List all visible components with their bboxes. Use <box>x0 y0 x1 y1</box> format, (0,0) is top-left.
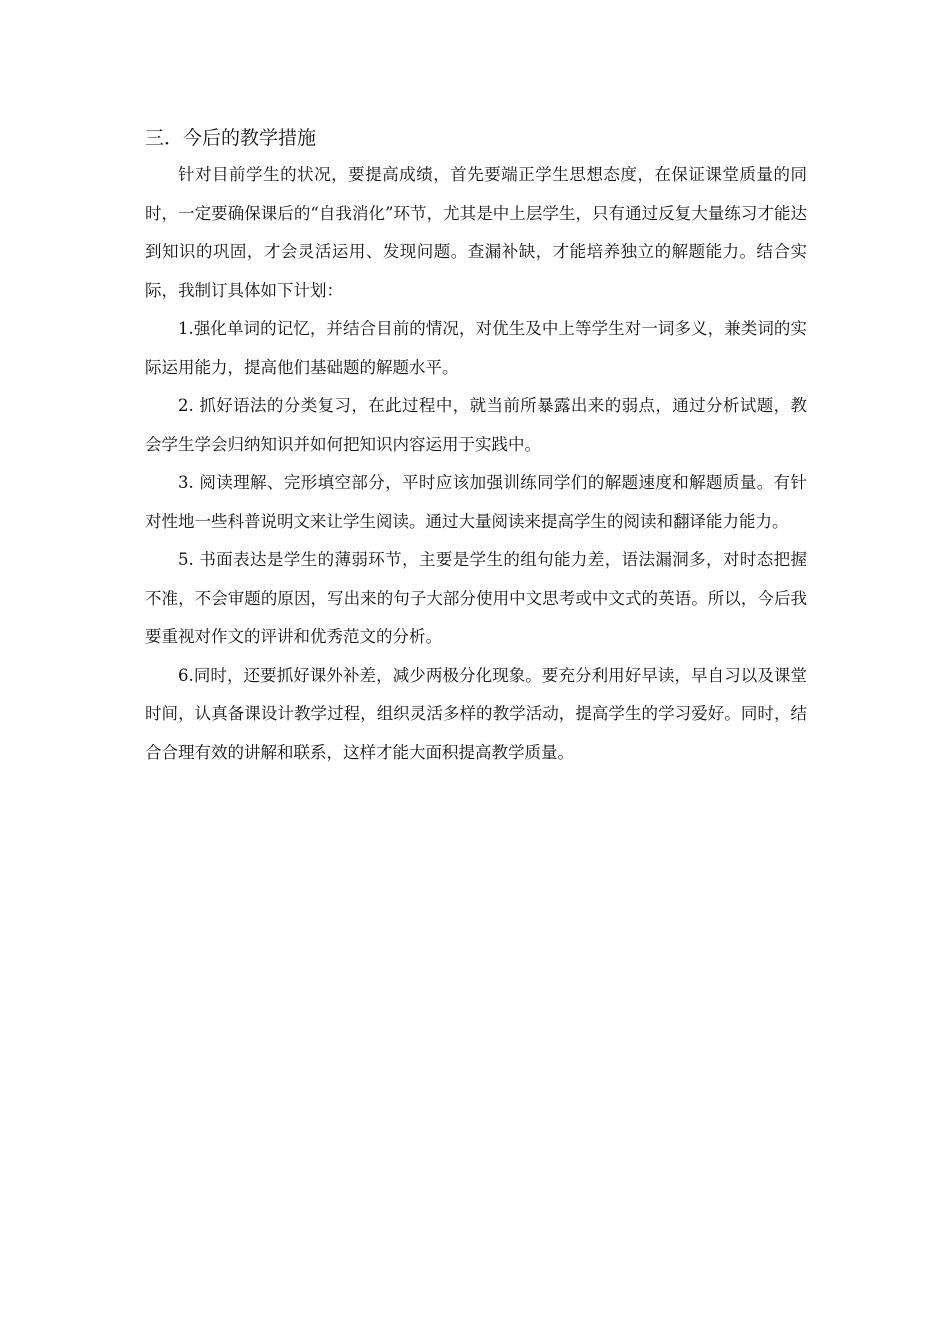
plan-item-3: 3. 阅读理解、完形填空部分，平时应该加强训练同学们的解题速度和解题质量。有针对性地一些科普说明文来让学生阅读。通过大量阅读来提高学生的阅读和翻译能力能力。 <box>145 473 807 531</box>
document-body <box>145 120 807 772</box>
intro-paragraph: 针对目前学生的状况，要提高成绩，首先要端正学生思想态度，在保证课堂质量的同时，一定要确保课后的“自我消化”环节，尤其是中上层学生，只有通过反复大量练习才能达到知识的巩固，才会灵活运用、发现问题。查漏补缺，才能培养独立的解题能力。结合实际，我制订具体如下计划： <box>145 165 807 300</box>
plan-item-1: 1.强化单词的记忆，并结合目前的情况，对优生及中上等学生对一词多义，兼类词的实际运用能力，提高他们基础题的解题水平。 <box>145 319 807 377</box>
plan-item-6: 6.同时，还要抓好课外补差，减少两极分化现象。要充分利用好早读，早自习以及课堂时间，认真备课设计教学过程，组织灵活多样的教学活动，提高学生的学习爱好。同时，结合合理有效的讲解和联系，这样才能大面积提高教学质量。 <box>145 665 807 762</box>
section-heading: 三．今后的教学措施 <box>145 127 317 149</box>
plan-item-2: 2. 抓好语法的分类复习，在此过程中，就当前所暴露出来的弱点，通过分析试题，教会学生学会归纳知识并如何把知识内容运用于实践中。 <box>145 396 807 454</box>
plan-item-5: 5. 书面表达是学生的薄弱环节，主要是学生的组句能力差，语法漏洞多，对时态把握不准，不会审题的原因，写出来的句子大部分使用中文思考或中文式的英语。所以，今后我要重视对作文的评讲和优秀范文的分析。 <box>145 550 807 646</box>
